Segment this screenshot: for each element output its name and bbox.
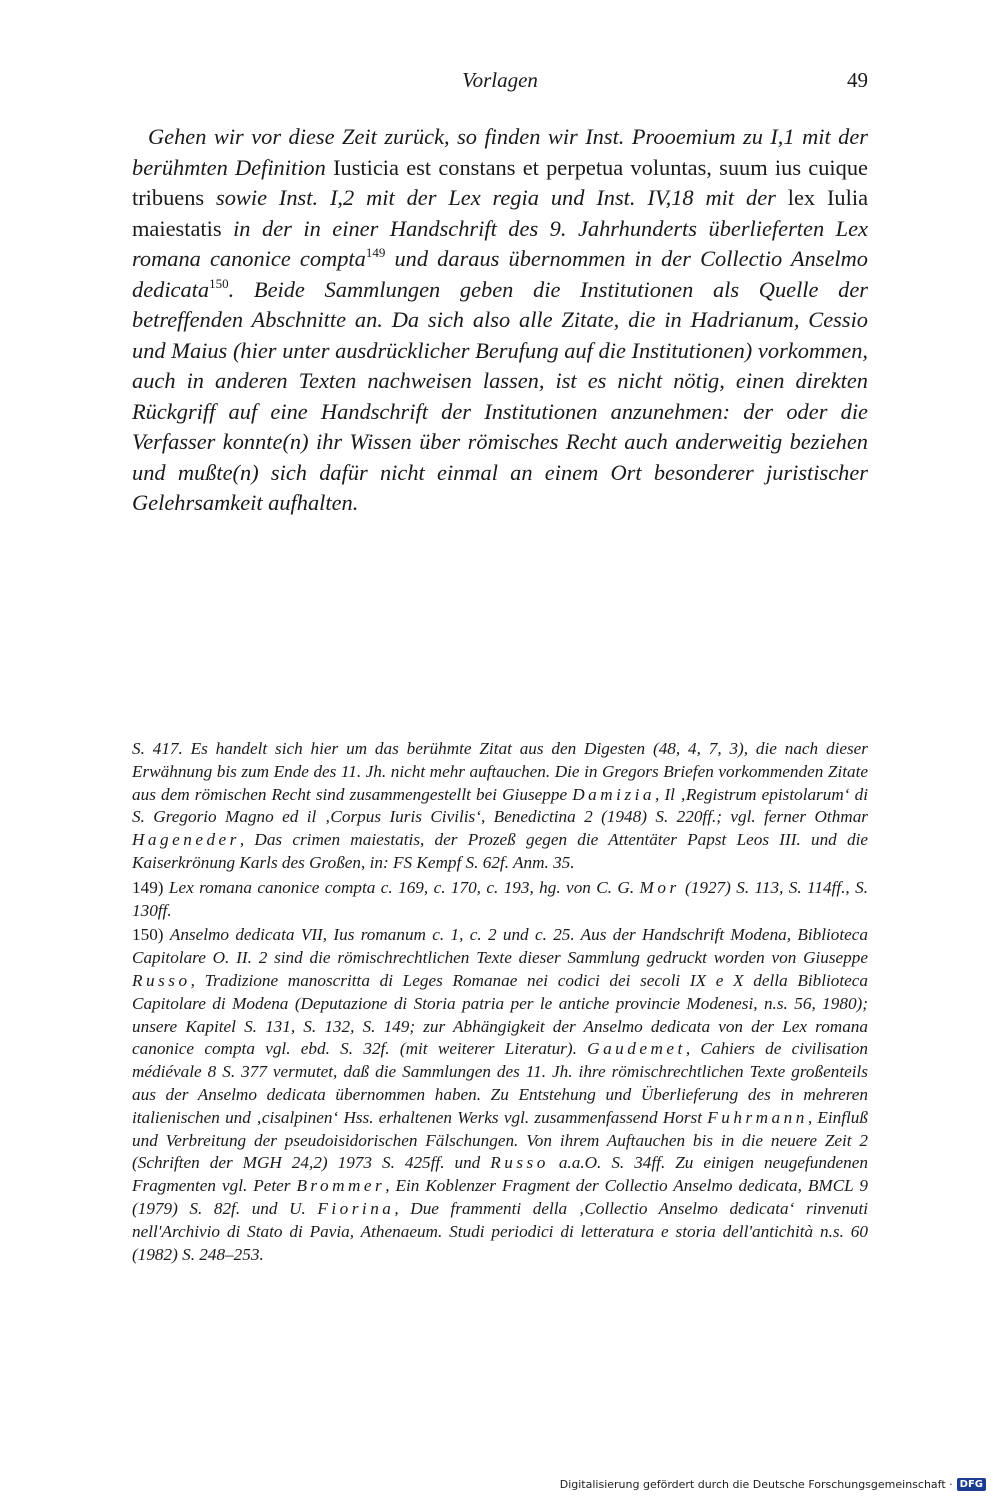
page-header [132, 68, 868, 104]
text-run: , Cahiers de civilisation médiévale 8 S. 377 vermutet, daß die Sammlungen des 11. Jh. ihre römischrechtlichen Texte großenteils aus der Anselmo dedicata übernommen haben. Zu Entstehung und Überlieferung des in mehreren italienischen und ‚cisalpinen‘ Hss. erhaltenen Werks vgl. zusammenfassend Horst [132, 1039, 868, 1127]
author-name: Russo [490, 1153, 549, 1173]
footnote-body [132, 739, 868, 872]
text-run: Gehen wir vor diese Zeit zurück, so finden wir Inst. Prooemium zu I,1 mit der berühmten Definition [132, 124, 868, 180]
digitization-credit [560, 1478, 986, 1491]
text-run: , Il ‚Registrum epistolarum‘ di S. Gregorio Magno ed il ‚Corpus Iuris Civilis‘, Benedictina 2 (1948) S. 220ff.; vgl. ferner Othmar [132, 784, 868, 827]
text-run: (1927) S. 113, S. 114ff., S. 130ff. [132, 877, 868, 920]
text-run: lex Iulia maiestatis [132, 185, 869, 241]
text-run: , Ein Koblenzer Fragment der Collectio Anselmo dedicata, BMCL 9 (1979) S. 82f. und U. [132, 1176, 868, 1218]
credit-text: Digitalisierung gefördert durch die Deutsche Forschungsgemeinschaft · [559, 1478, 953, 1491]
author-name: Brommer [296, 1176, 386, 1196]
footnote-number: 150) [132, 925, 170, 945]
footnote [132, 924, 868, 1266]
footnotes [132, 738, 868, 1268]
author-name: Damizia [572, 784, 656, 804]
page-number: 49 [847, 68, 868, 92]
author-name: Fiorina [317, 1198, 395, 1218]
footnote-ref: 149 [365, 245, 386, 260]
footnote [132, 877, 868, 923]
text-run: Lex romana canonice compta c. 169, c. 170, c. 193, hg. von C. G. [168, 877, 640, 897]
footnote-ref: 150 [209, 275, 229, 291]
footnote-body [132, 878, 868, 920]
body-paragraph [132, 122, 868, 519]
text-run: und daraus übernommen in der Collectio Anselmo dedicata [132, 246, 868, 302]
text-run: . Beide Sammlungen geben die Institutionen als Quelle der betreffenden Abschnitte an. Da sich also alle Zitate, die in Hadrianum, Cessio und Maius (hier unter ausdrücklicher Berufung auf die Institutionen) vorkommen, auch in anderen Texten nachweisen lassen, ist es nicht nötig, einen direkten Rückgriff auf eine Handschrift der Institutionen anzunehmen: der oder die Verfasser konnte(n) ihr Wissen über römisches Recht auch anderweitig beziehen und mußte(n) sich dafür nicht einmal an einem Ort besonderer juristischer Gelehrsamkeit aufhalten. [132, 276, 868, 515]
footnote-number: 149) [132, 877, 169, 897]
text-run: , Tradizione manoscritta di Leges Romanae nei codici dei secoli IX e X della Biblioteca Capitolare di Modena (Deputazione di Storia patria per le antiche provincie Modenesi, n.s. 56, 1980); unsere Kapitel S. 131, S. 132, S. 149; zur Abhängigkeit der Anselmo dedicata von der Lex romana canonice compta vgl. ebd. S. 32f. (mit weiterer Literatur). [132, 970, 868, 1059]
text-run: a.a.O. S. 34ff. Zu einigen neugefundenen Fragmenten vgl. Peter [132, 1153, 869, 1196]
text-run: , Einfluß und Verbreitung der pseudoisidorischen Fälschungen. Von ihrem Auftauchen bis in die neuere Zeit 2 (Schriften der MGH 24,2) 1973 S. 425ff. und [132, 1107, 868, 1173]
author-name: Russo [132, 970, 191, 990]
author-name: Gaudemet [587, 1039, 686, 1059]
text-run: sowie Inst. I,2 mit der Lex regia und Inst. IV,18 mit der [204, 185, 788, 210]
text-run: Iusticia est constans et perpetua voluntas, suum ius cuique tribuens [132, 154, 868, 210]
dfg-logo: DFG [957, 1478, 986, 1491]
main-text [132, 122, 868, 519]
author-name: Fuhrmann [707, 1107, 808, 1127]
text-run: S. 417. Es handelt sich hier um das berühmte Zitat aus den Digesten (48, 4, 7, 3), die nach dieser Erwähnung bis zum Ende des 11. Jh. nicht mehr auftauchen. Die in Gregors Briefen vorkommenden Zitate aus dem römischen Recht sind zusammengestellt bei Giuseppe [132, 739, 868, 804]
running-title: Vorlagen [462, 68, 538, 92]
author-name: Hageneder [132, 830, 240, 850]
footnote-body [132, 925, 868, 1263]
text-run: , Due frammenti della ‚Collectio Anselmo dedicata‘ rinvenuti nell'Archivio di Stato di Pavia, Athenaeum. Studi periodici di letteratura e storia dell'antichità n.s. 60 (1982) S. 248–253. [132, 1198, 868, 1264]
text-run: , Das crimen maiestatis, der Prozeß gegen die Attentäter Papst Leos III. und die Kaiserkrönung Karls des Großen, in: FS Kempf S. 62f. Anm. 35. [132, 830, 868, 872]
footnote [132, 738, 868, 875]
text-run: Anselmo dedicata VII, Ius romanum c. 1, c. 2 und c. 25. Aus der Handschrift Modena, Biblioteca Capitolare O. II. 2 sind die römischrechtlichen Texte dieser Sammlung gedruckt worden von Giuseppe [132, 925, 868, 968]
author-name: Mor [639, 877, 680, 897]
text-run: in der in einer Handschrift des 9. Jahrhunderts überlieferten Lex romana canonice compta [132, 215, 868, 271]
